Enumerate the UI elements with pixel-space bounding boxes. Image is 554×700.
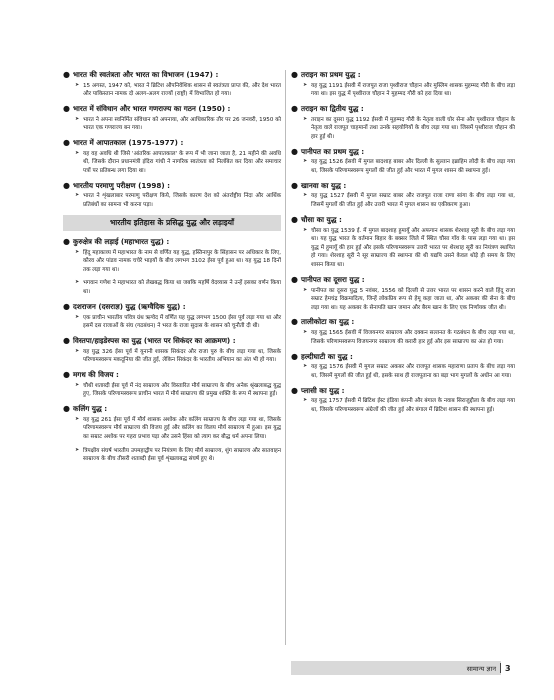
arrow-bullet-icon: ➤ — [75, 446, 80, 453]
section-heading — [63, 138, 281, 148]
section-heading — [291, 386, 515, 396]
section-title: पानीपत का प्रथम युद्ध : — [301, 146, 365, 156]
section-heading — [291, 352, 515, 362]
item-text: यह युद्ध 1191 ईसवी में राजपूत राजा पृथ्वीराज चौहान और मुस्लिम शासक मुहम्मद गौरी के बीच लड़ा गया था। इस युद्ध में पृथ्वीराज चौहान ने मुहम्मद गौरी को हरा दिया था। — [311, 82, 515, 98]
section-bullet-icon: ● — [291, 385, 298, 395]
section-heading — [63, 70, 281, 80]
arrow-bullet-icon: ➤ — [75, 81, 80, 88]
item-text: त्रिपक्षीय संघर्ष भारतीय उपमहाद्वीप पर नियंत्रण के लिए मौर्य साम्राज्य, शुंग साम्राज्य और सातवाहन साम्राज्य के बीच तीसरी शताब्दी ईसा पूर्व शृंखलाबद्ध संघर्ष हुए थे। — [83, 447, 281, 463]
arrow-bullet-icon: ➤ — [75, 347, 80, 354]
item-text: हिंदू महाकाव्य में महाभारत के नाम से वर्णित यह युद्ध, हस्तिनापुर के सिंहासन पर अधिकार के लिए, कौरव और पांडव नामक चचेरे भाइयों के बीच लगभग 3102 ईसा पूर्व हुआ था। यह युद्ध 18 दिनों तक लड़ा गया था। — [83, 249, 281, 273]
section-bullet-icon: ● — [63, 369, 70, 379]
list-item — [303, 227, 515, 270]
arrow-bullet-icon: ➤ — [303, 286, 308, 293]
section-title: भारत में आपातकाल (1975-1977) : — [73, 138, 184, 148]
section-title: तालीकोटा का युद्ध : — [301, 317, 355, 327]
item-text: भगवान गणेश ने महाभारत को लेखबद्ध किया था जबकि महर्षि वेदव्यास ने उन्हें इसका वर्णन किया था। — [83, 280, 281, 296]
page-number: 3 — [505, 663, 511, 673]
arrow-bullet-icon: ➤ — [303, 226, 308, 233]
section-bullet-icon: ● — [63, 335, 70, 345]
section-heading — [291, 181, 515, 191]
section-title: विस्तपा/हाइडेस्पस का युद्ध (भारत पर सिकंदर का आक्रमण) : — [73, 335, 236, 345]
section-bullet-icon: ● — [291, 214, 298, 224]
section-heading — [63, 404, 281, 414]
section-heading — [63, 302, 281, 312]
section-title: भारत की स्वतंत्रता और भारत का विभाजन (1947) : — [73, 70, 219, 79]
list-item — [303, 82, 515, 99]
section-title: भारत में संविधान और भारत गणराज्य का गठन (1950) : — [73, 104, 231, 114]
section-title: तराइन का प्रथम युद्ध : — [301, 70, 361, 79]
section-title: मगध की विजय : — [73, 369, 119, 379]
arrow-bullet-icon: ➤ — [75, 279, 80, 286]
arrow-bullet-icon: ➤ — [303, 192, 308, 199]
section-title: भारतीय परमाणु परीक्षण (1998) : — [73, 180, 171, 190]
section-bullet-icon: ● — [63, 403, 70, 413]
list-item — [75, 249, 281, 275]
list-item — [75, 382, 281, 399]
right-column — [291, 70, 515, 420]
section-heading — [291, 215, 515, 225]
item-text: एक प्राचीन भारतीय पवित्र ग्रंथ ऋग्वेद में वर्णित यह युद्ध लगभग 1500 ईसा पूर्व लड़ा गया था और इसमें दस राजाओं के संघ (गठबंधन) ने भरत के राजा सुदास के शासन को चुनौती दी थी। — [83, 314, 281, 330]
section-heading — [63, 237, 281, 247]
column-divider — [285, 70, 286, 645]
section-title: कलिंग युद्ध : — [73, 403, 108, 413]
section-bullet-icon: ● — [63, 138, 70, 148]
section-bullet-icon: ● — [291, 146, 298, 156]
arrow-bullet-icon: ➤ — [75, 192, 80, 199]
item-text: 15 अगस्त, 1947 को, भारत ने ब्रिटिश औपनिवेशिक शासन से स्वतंत्रता प्राप्त की, और देश भारत और पाकिस्तान नामक दो अलग-अलग राज्यों (राष्ट्रों) में विभाजित हो गया। — [83, 82, 281, 98]
section-bullet-icon: ● — [63, 236, 70, 246]
arrow-bullet-icon: ➤ — [75, 149, 80, 156]
section-heading — [291, 104, 515, 114]
list-item — [303, 192, 515, 209]
section-bullet-icon: ● — [63, 301, 70, 311]
arrow-bullet-icon: ➤ — [303, 397, 308, 404]
arrow-bullet-icon: ➤ — [75, 248, 80, 255]
arrow-bullet-icon: ➤ — [75, 115, 80, 122]
section-bullet-icon: ● — [291, 317, 298, 327]
item-text: यह युद्ध 1565 ईसवी में विजयनगर साम्राज्य और दक्कन सल्तनत के गठबंधन के बीच लड़ा गया था, जिसके परिणामस्वरूप विजयनगर साम्राज्य की करारी हार हुई और इस साम्राज्य का अंत हो गया। — [311, 330, 515, 345]
list-item — [75, 314, 281, 331]
section-title: खानवा का युद्ध : — [301, 180, 347, 190]
list-item — [303, 116, 515, 142]
list-item — [75, 116, 281, 133]
list-item — [303, 397, 515, 414]
item-text: तराइन का दूसरा युद्ध 1192 ईसवी में मुहम्मद गौरी के नेतृत्व वाली घोर सेना और पृथ्वीराज चौहान के नेतृत्व वाले राजपूत चाहमानों तथा उनके सहयोगियों के बीच लड़ा गया था। जिसमें पृथ्वीराज चौहान की हार हुई थी। — [311, 116, 515, 141]
list-item — [75, 82, 281, 99]
item-text: यह युद्ध 326 ईसा पूर्व में यूनानी शासक सिकंदर और राजा पुरु के बीच लड़ा गया था, जिसके परिणामस्वरूप मकदूनिया की जीत हुई, लेकिन सिकंदर के भारतीय अभियान का अंत भी हो गया। — [83, 348, 281, 364]
item-text: पानीपत का दूसरा युद्ध 5 नवंबर, 1556 को दिल्ली से उत्तर भारत पर शासन करने वाले हिंदू राजा सम्राट हेमचंद्र विक्रमादित्य, जिन्हें लोकप्रिय रूप से हेमू कहा जाता था, और अकबर की सेना के बीच लड़ा गया था। यह अकबर के सेनापति खान जमान और बैरम खान के लिए एक निर्णायक जीत थी। — [311, 287, 515, 311]
arrow-bullet-icon: ➤ — [303, 115, 308, 122]
arrow-bullet-icon: ➤ — [303, 158, 308, 165]
arrow-bullet-icon: ➤ — [75, 415, 80, 422]
list-item — [75, 348, 281, 365]
section-title: तराइन का द्वितीय युद्ध : — [301, 104, 364, 114]
list-item — [75, 279, 281, 296]
item-text: यह युद्ध 1527 ईसवी में मुगल सम्राट बाबर और राजपूत राजा राणा सांगा के बीच लड़ा गया था, जिसमें मुगलों की जीत हुई और उत्तरी भारत में मुगल शासन का एकीकरण हुआ। — [311, 193, 515, 209]
item-text: चौथी शताब्दी ईसा पूर्व में नंद साम्राज्य और विस्तारित मौर्य साम्राज्य के बीच अनेक श्रृंखलाबद्ध युद्ध हुए, जिसके परिणामस्वरूप प्राचीन भारत में मौर्य साम्राज्य की प्रमुख शक्ति के रूप में स्थापना हुई। — [83, 382, 281, 398]
section-bullet-icon: ● — [291, 104, 298, 114]
list-item — [75, 447, 281, 464]
arrow-bullet-icon: ➤ — [75, 381, 80, 388]
section-heading — [63, 336, 281, 346]
item-text: यह युद्ध 1757 ईसवी में ब्रिटिश ईस्ट इंडिया कंपनी और बंगाल के नवाब सिराजुद्दौला के बीच लड़ा गया था, जिसके परिणामस्वरूप अंग्रेजों की जीत हुई और बंगाल में ब्रिटिश शासन की स्थापना हुई। — [311, 398, 515, 413]
section-bullet-icon: ● — [291, 274, 298, 284]
arrow-bullet-icon: ➤ — [303, 329, 308, 336]
item-text: यह युद्ध 261 ईसा पूर्व में मौर्य शासक अशोक और कलिंग साम्राज्य के बीच लड़ा गया था, जिसके परिणामस्वरूप मौर्य साम्राज्य की विजय हुई और कलिंग का विलय मौर्य साम्राज्य में हुआ। इस युद्ध का सम्राट अशोक पर गहरा प्रभाव पड़ा और उसने हिंसा को त्याग कर बौद्ध धर्म अपना लिया। — [83, 416, 281, 440]
section-heading — [63, 370, 281, 380]
arrow-bullet-icon: ➤ — [303, 363, 308, 370]
list-item — [75, 416, 281, 442]
item-text: भारत ने शृंखलाबार परमाणु परीक्षण किये, जिसके कारण देश को अंतर्राष्ट्रीय निंदा और आर्थिक प्रतिबंधों का सामना भी करना पड़ा। — [83, 193, 281, 209]
section-banner: भारतीय इतिहास के प्रसिद्ध युद्ध और लड़ाइयाँ — [63, 215, 281, 231]
item-text: यह युद्ध 1526 ईसवी में मुगल बादशाह बाबर और दिल्ली के सुल्तान इब्राहिम लोदी के बीच लड़ा गया था, जिसके परिणामस्वरूप मुगलों की जीत हुई और भारत में मुगल शासन की स्थापना हुई। — [311, 159, 515, 175]
left-column — [63, 70, 281, 469]
section-heading — [291, 317, 515, 327]
section-heading — [63, 181, 281, 191]
footer-separator — [500, 663, 501, 673]
list-item — [303, 287, 515, 313]
section-title: पानीपत का दूसरा युद्ध : — [301, 274, 365, 284]
footer-label: सामान्य ज्ञान — [466, 664, 496, 673]
page-footer — [291, 661, 525, 675]
section-heading — [291, 275, 515, 285]
section-bullet-icon: ● — [291, 70, 298, 79]
section-title: कुरुक्षेत्र की लड़ाई (महाभारत युद्ध) : — [73, 236, 170, 246]
section-title: हल्दीघाटी का युद्ध : — [301, 351, 353, 361]
section-heading — [63, 104, 281, 114]
section-bullet-icon: ● — [63, 104, 70, 114]
item-text: भारत ने अपना स्वनिर्मित संविधान को अपनाया, और आधिकारिक तौर पर 26 जनवरी, 1950 को भारत एक गणराज्य बन गया। — [83, 116, 281, 132]
section-title: चौसा का युद्ध : — [301, 214, 342, 224]
item-text: चौसा का युद्ध 1539 ई. में मुगल बादशाह हुमायूँ और अफगान शासक शेरशाह सूरी के बीच लड़ा गया था। यह युद्ध भारत के वर्तमान बिहार के बक्सर जिले में स्थित चौसा गाँव के पास लड़ा गया था। इस युद्ध में हुमायूँ की हार हुई और इसके परिणामस्वरूप उत्तरी भारत पर शेरशाह सूरी का नियंत्रण स्थापित हो गया। शेरशाह सूरी ने सूर साम्राज्य की स्थापना की थी यद्यपि उसने केवल थोड़े ही समय के लिए शासन किया था। — [311, 227, 515, 269]
section-heading — [291, 70, 515, 80]
list-item — [303, 329, 515, 346]
section-bullet-icon: ● — [63, 180, 70, 190]
item-text: यह वह अवधि थी जिसे 'आंतरिक आपातकाल' के रूप में भी जाना जाता है, 21 महीने की अवधि थी, जिसके दौरान प्रधानमंत्री इंदिरा गांधी ने नागरिक स्वतंत्रता को निलंबित कर दिया और समाचार पत्रों पर प्रतिबन्ध लगा दिया था। — [83, 150, 281, 175]
arrow-bullet-icon: ➤ — [75, 313, 80, 320]
section-title: प्लासी का युद्ध : — [301, 385, 345, 395]
section-bullet-icon: ● — [291, 180, 298, 190]
arrow-bullet-icon: ➤ — [303, 81, 308, 88]
section-title: दशराजन (दसराज्ञ) युद्ध (ऋग्वैदिक युद्ध) : — [73, 301, 186, 311]
list-item — [303, 363, 515, 380]
section-bullet-icon: ● — [291, 351, 298, 361]
list-item — [75, 150, 281, 176]
list-item — [75, 192, 281, 209]
section-bullet-icon: ● — [63, 70, 70, 79]
item-text: यह युद्ध 1576 ईसवी में मुगल सम्राट अकबर और राजपूत शासक महाराणा प्रताप के बीच लड़ा गया था, जिसमें मुगलों की जीत हुई थी, इसके साथ ही राजपूताना का बड़ा भाग मुगलों के अधीन आ गया। — [311, 364, 515, 379]
section-heading — [291, 147, 515, 157]
list-item — [303, 158, 515, 175]
